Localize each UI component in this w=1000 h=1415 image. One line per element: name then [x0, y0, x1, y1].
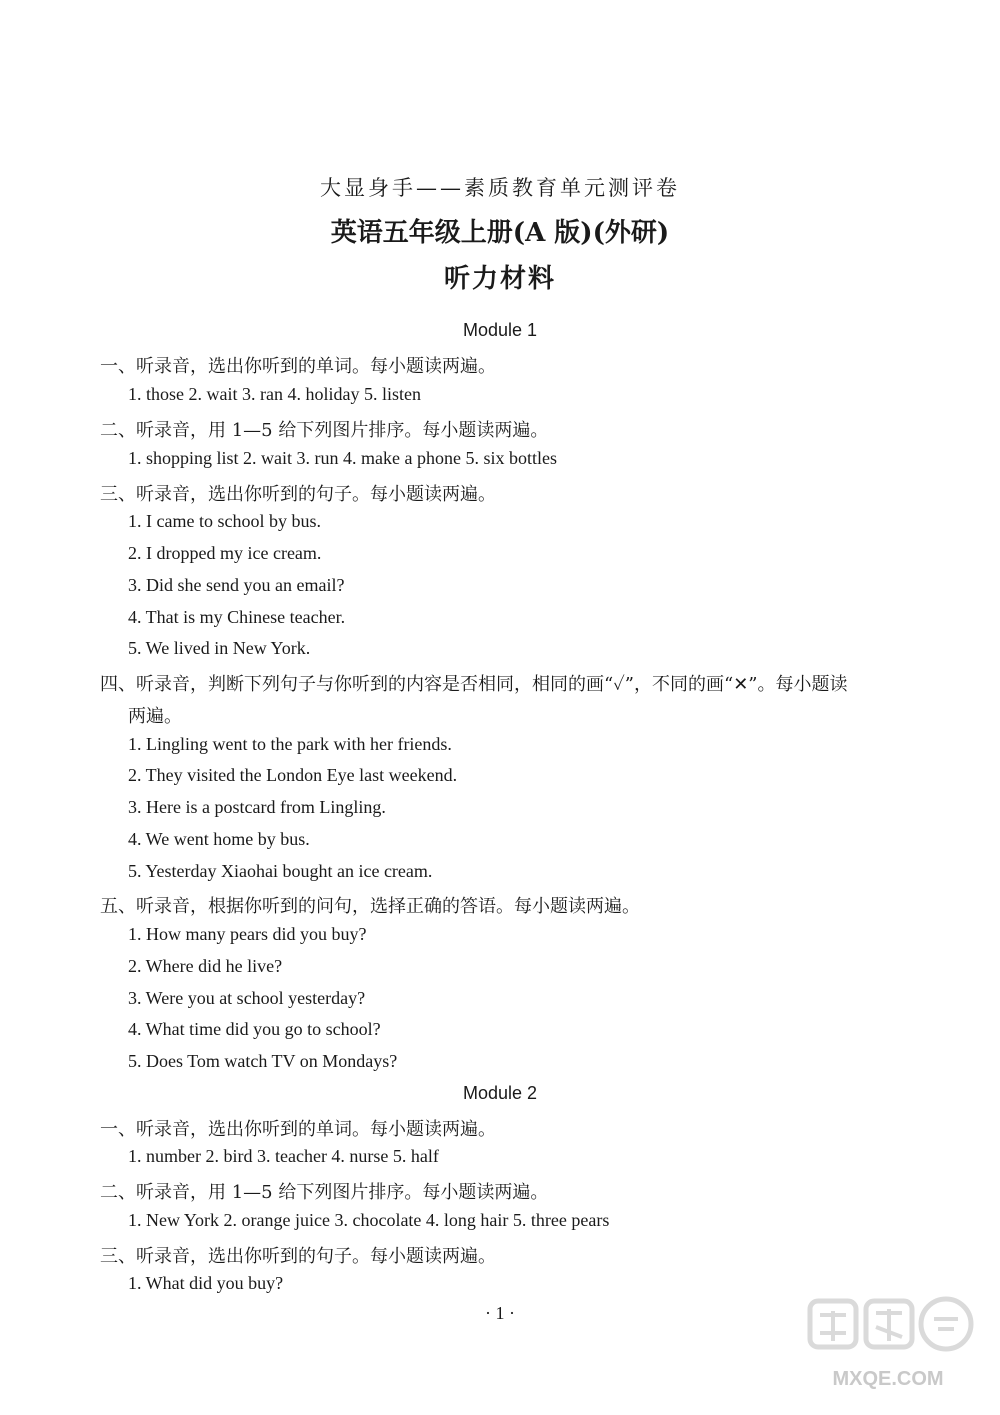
module-2-heading: Module 2 — [462, 1083, 538, 1103]
m1-section-4-item: 2. They visited the London Eye last weekend. — [128, 765, 458, 785]
m1-section-5-title: 五、听录音，根据你听到的问句，选择正确的答语。每小题读两遍。 — [100, 896, 640, 917]
module-1-heading: Module 1 — [462, 320, 538, 340]
m1-section-4-item: 3. Here is a postcard from Lingling. — [128, 797, 386, 817]
m1-section-4-item: 5. Yesterday Xiaohai bought an ice cream. — [128, 861, 433, 881]
m2-section-3-title: 三、听录音，选出你听到的句子。每小题读两遍。 — [100, 1246, 496, 1267]
watermark-url: MXQE.COM — [832, 1368, 944, 1390]
m1-section-1-words: 1. those 2. wait 3. ran 4. holiday 5. listen — [128, 384, 421, 404]
m1-section-3-item: 3. Did she send you an email? — [128, 575, 345, 595]
page-number: · 1 · — [485, 1303, 515, 1323]
m1-section-1-title: 一、听录音，选出你听到的单词。每小题读两遍。 — [100, 356, 496, 377]
m2-section-1-title: 一、听录音，选出你听到的单词。每小题读两遍。 — [100, 1119, 496, 1140]
m1-section-5-item: 2. Where did he live? — [128, 956, 283, 976]
m1-section-2-words: 1. shopping list 2. wait 3. run 4. make a phone 5. six bottles — [128, 448, 557, 468]
m2-section-2-words: 1. New York 2. orange juice 3. chocolate 4. long hair 5. three pears — [128, 1210, 610, 1230]
page-subtitle: 听力材料 — [443, 264, 556, 294]
m1-section-5-item: 1. How many pears did you buy? — [128, 924, 367, 944]
m2-section-3-item: 1. What did you buy? — [128, 1273, 284, 1293]
m1-section-3-title: 三、听录音，选出你听到的句子。每小题读两遍。 — [100, 484, 496, 505]
m1-section-3-item: 2. I dropped my ice cream. — [128, 543, 322, 563]
m1-section-5-item: 3. Were you at school yesterday? — [128, 988, 366, 1008]
watermark-logo — [788, 1289, 988, 1409]
m2-section-2-title: 二、听录音，用 1—5 给下列图片排序。每小题读两遍。 — [100, 1182, 549, 1203]
m1-section-4-title-cont: 两遍。 — [128, 706, 182, 727]
m1-section-3-item: 1. I came to school by bus. — [128, 511, 321, 531]
m1-section-2-title: 二、听录音，用 1—5 给下列图片排序。每小题读两遍。 — [100, 420, 549, 441]
m1-section-4-title: 四、听录音，判断下列句子与你听到的内容是否相同，相同的画“✓”，不同的画“✕”。每小题读 — [100, 674, 848, 695]
m1-section-4-item: 1. Lingling went to the park with her friends. — [128, 734, 452, 754]
m1-section-3-item: 4. That is my Chinese teacher. — [128, 607, 346, 627]
m1-section-4-item: 4. We went home by bus. — [128, 829, 310, 849]
m1-section-5-item: 5. Does Tom watch TV on Mondays? — [128, 1051, 398, 1071]
page-title: 英语五年级上册(A 版)(外研) — [330, 218, 670, 248]
m1-section-5-item: 4. What time did you go to school? — [128, 1019, 381, 1039]
series-title: 大显身手——素质教育单元测评卷 — [320, 176, 680, 200]
m2-section-1-words: 1. number 2. bird 3. teacher 4. nurse 5. half — [128, 1146, 439, 1166]
m1-section-3-item: 5. We lived in New York. — [128, 638, 311, 658]
